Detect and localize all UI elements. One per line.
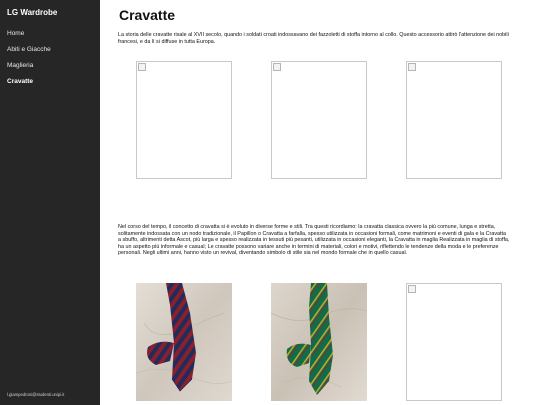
broken-image — [136, 61, 232, 179]
broken-image-icon — [408, 63, 416, 71]
red-navy-tie-photo — [136, 283, 232, 401]
sidebar — [0, 0, 100, 405]
main-content — [100, 0, 540, 405]
body-paragraph: Nel corso del tempo, il concetto di cravatta si è evoluto in diverse forme e stili. Tra questi ricordiamo: la cravatta classica ovvero la più comune, lunga e stretta, solitamente indossata con un nodo tradizionale, il Papillon o Cravatta a farfalla, spesso utilizzata in occasioni formali, come matrimoni e eventi di gala e la Cravatta a sbuffo, altrimenti detta Ascot, più larga e spesso realizzata in tessuti più pesanti, utilizzata in occasioni eleganti, la Cravatta in maglia Realizzata in maglia di stoffa, ha un aspetto più informale e casual; Le cravatte possono variare anche in termini di materiali, colori e motivi, riflettendo le tendenze della moda e le preferenze personali. Negli ultimi anni, hanno visto un revival, diventando simbolo di stile sia nel mondo formale che in quello casual. — [118, 224, 510, 257]
sidebar-item-abiti-e-giacche[interactable]: Abiti e Giacche — [7, 46, 51, 53]
footer-email: l.giampedroni@studenti.unipi.it — [7, 392, 65, 397]
broken-image — [406, 61, 502, 179]
green-gold-tie-illustration — [271, 283, 367, 401]
red-navy-tie-illustration — [136, 283, 232, 401]
broken-image — [406, 283, 502, 401]
page-title: Cravatte — [119, 7, 176, 23]
sidebar-nav — [0, 26, 100, 90]
broken-image-icon — [408, 285, 416, 293]
green-gold-tie-photo — [271, 283, 367, 401]
intro-paragraph: La storia delle cravatte risale al XVII secolo, quando i soldati croati indossavano dei fazzoletti di stoffa intorno al collo. Questo accessorio attirò l'attenzione dei nobili francesi, e da lì si diffuse in tutta Europa. — [118, 32, 509, 45]
broken-image-icon — [138, 63, 146, 71]
broken-image — [271, 61, 367, 179]
broken-image-icon — [273, 63, 281, 71]
sidebar-item-home[interactable]: Home — [7, 30, 25, 37]
brand-title[interactable]: LG Wardrobe — [7, 8, 58, 17]
sidebar-item-maglieria[interactable]: Maglieria — [7, 62, 34, 69]
sidebar-item-cravatte[interactable]: Cravatte — [7, 78, 34, 85]
